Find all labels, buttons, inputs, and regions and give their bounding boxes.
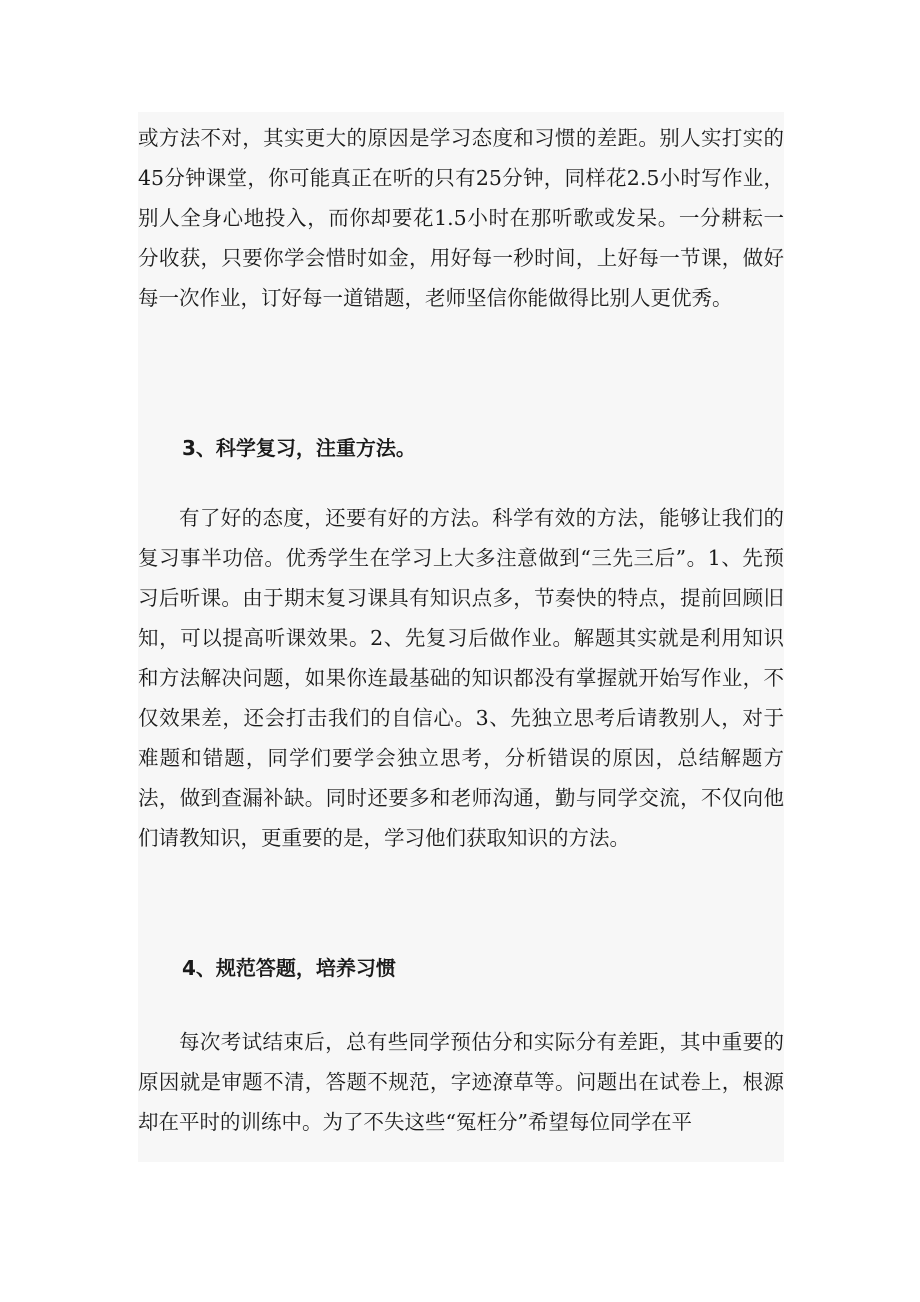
paragraph-continued: 或方法不对，其实更大的原因是学习态度和习惯的差距。别人实打实的45分钟课堂，你可能真正在听的只有25分钟，同样花2.5小时写作业，别人全身心地投入，而你却要花1.5小时在那听歌或发呆。一分耕耘一分收获，只要你学会惜时如金，用好每一秒时间，上好每一节课，做好每一次作业，订好每一道错题，老师坚信你能做得比别人更优秀。 — [138, 126, 784, 310]
section-heading-3: 3、科学复习，注重方法。 — [182, 436, 416, 460]
paragraph-answer-habits: 每次考试结束后，总有些同学预估分和实际分有差距，其中重要的原因就是审题不清，答题不规范，字迹潦草等。问题出在试卷上，根源却在平时的训练中。为了不失这些“冤枉分”希望每位同学在平 — [138, 1030, 784, 1134]
section-heading-4: 4、规范答题，培养习惯 — [182, 956, 396, 980]
paragraph-review-methods: 有了好的态度，还要有好的方法。科学有效的方法，能够让我们的复习事半功倍。优秀学生在学习上大多注意做到“三先三后”。1、先预习后听课。由于期末复习课具有知识点多，节奏快的特点，提前回顾旧知，可以提高听课效果。2、先复习后做作业。解题其实就是利用知识和方法解决问题，如果你连最基础的知识都没有掌握就开始写作业，不仅效果差，还会打击我们的自信心。3、先独立思考后请教别人，对于难题和错题，同学们要学会独立思考，分析错误的原因，总结解题方法，做到查漏补缺。同时还要多和老师沟通，勤与同学交流，不仅向他们请教知识，更重要的是，学习他们获取知识的方法。 — [138, 506, 784, 850]
document-body — [138, 112, 784, 1162]
